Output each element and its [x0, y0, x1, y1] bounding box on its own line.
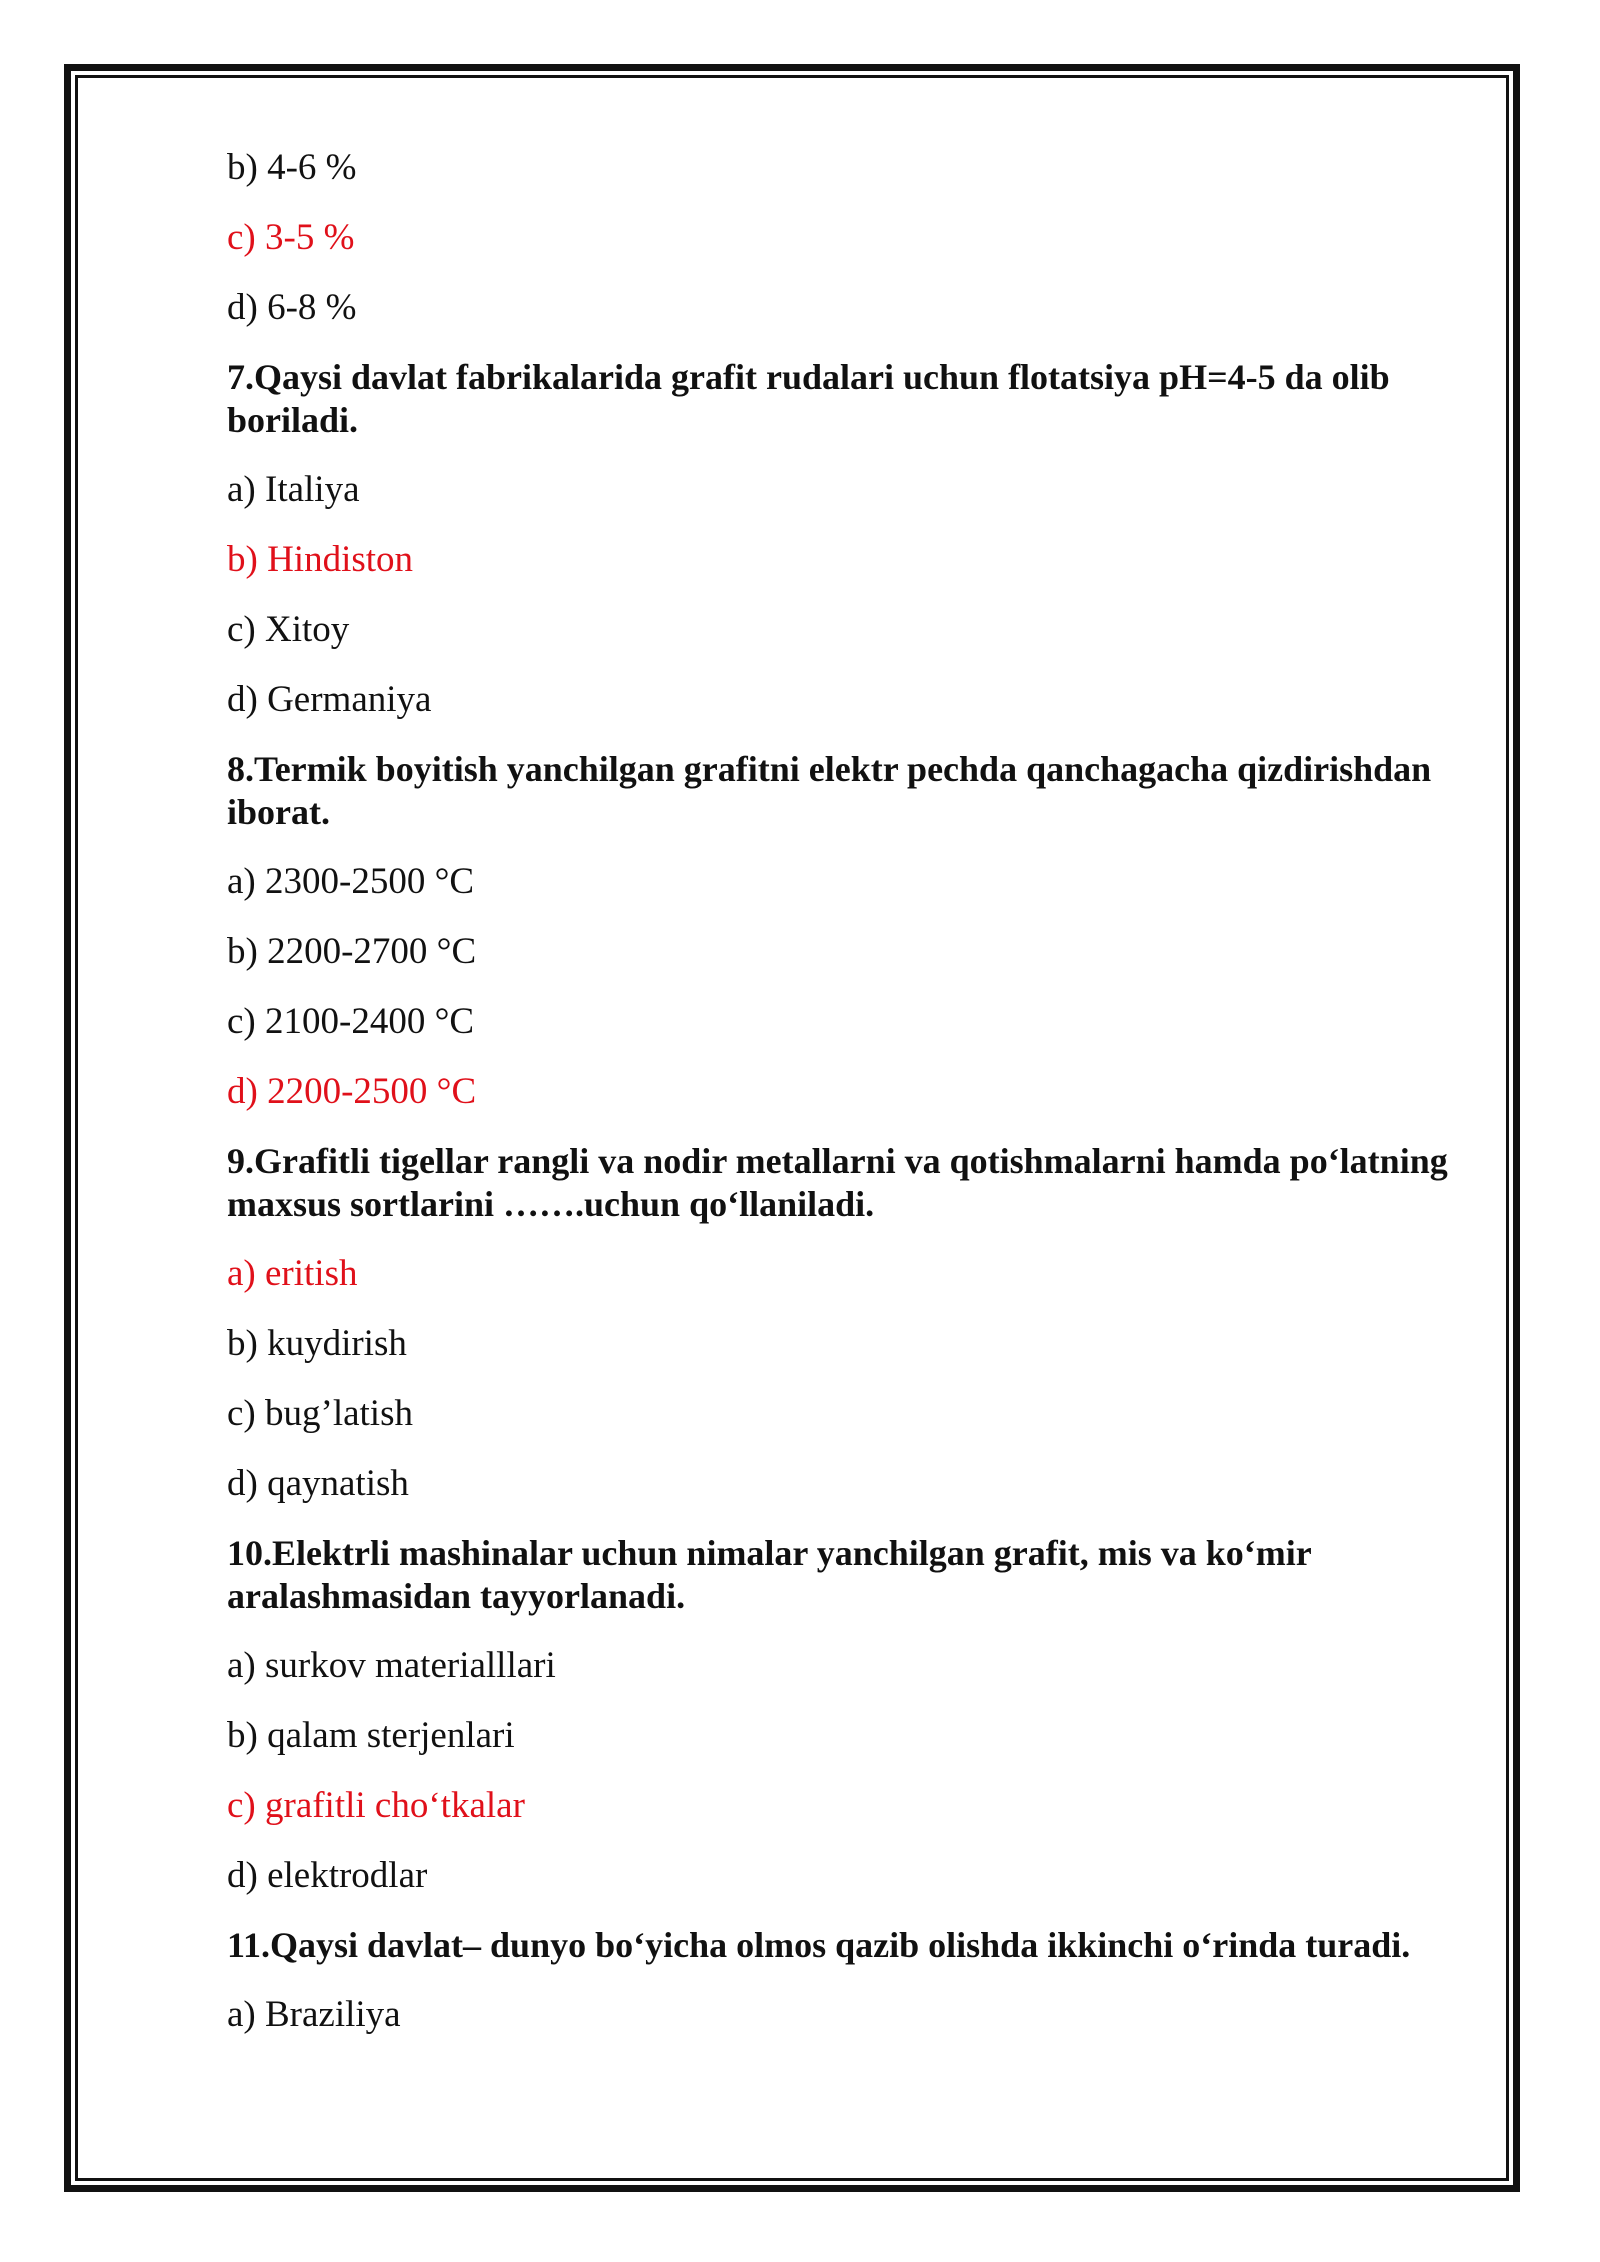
- answer-option: c) 2100-2400 °C: [227, 1001, 475, 1042]
- quiz-list: [227, 146, 1477, 2037]
- answer-option: a) Italiya: [227, 469, 360, 510]
- answer-option: a) Braziliya: [227, 1994, 401, 2035]
- answer-option: b) kuydirish: [227, 1323, 407, 1364]
- answer-option-correct: b) Hindiston: [227, 539, 414, 580]
- question-heading: 8.Termik boyitish yanchilgan grafitni elektr pechda qanchagacha qizdirishdan iborat.: [227, 749, 1432, 832]
- answer-option-correct: a) eritish: [227, 1253, 358, 1294]
- question-heading: 9.Grafitli tigellar rangli va nodir metallarni va qotishmalarni hamda po‘latning maxsus sortlarini …….uchun qo‘llaniladi.: [227, 1141, 1448, 1224]
- question-heading: 11.Qaysi davlat– dunyo bo‘yicha olmos qazib olishda ikkinchi o‘rinda turadi.: [227, 1925, 1411, 1965]
- answer-option: a) surkov materialllari: [227, 1645, 556, 1686]
- question-heading: 10.Elektrli mashinalar uchun nimalar yanchilgan grafit, mis va ko‘mir aralashmasidan tayyorlanadi.: [227, 1533, 1312, 1616]
- answer-option: d) Germaniya: [227, 679, 432, 720]
- question-heading: 7.Qaysi davlat fabrikalarida grafit rudalari uchun flotatsiya pH=4-5 da olib boriladi.: [227, 357, 1390, 440]
- answer-option: b) qalam sterjenlari: [227, 1715, 515, 1756]
- answer-option: d) qaynatish: [227, 1463, 409, 1504]
- document-content: [227, 146, 1477, 2063]
- answer-option: c) Xitoy: [227, 609, 350, 650]
- answer-option-correct: c) grafitli cho‘tkalar: [227, 1785, 525, 1826]
- answer-option: a) 2300-2500 °C: [227, 861, 475, 902]
- answer-option: d) 6-8 %: [227, 287, 357, 328]
- answer-option: c) bug’latish: [227, 1393, 413, 1434]
- answer-option: d) elektrodlar: [227, 1855, 428, 1896]
- answer-option-correct: c) 3-5 %: [227, 217, 355, 258]
- answer-option-correct: d) 2200-2500 °C: [227, 1071, 477, 1112]
- answer-option: b) 2200-2700 °C: [227, 931, 477, 972]
- answer-option: b) 4-6 %: [227, 147, 357, 188]
